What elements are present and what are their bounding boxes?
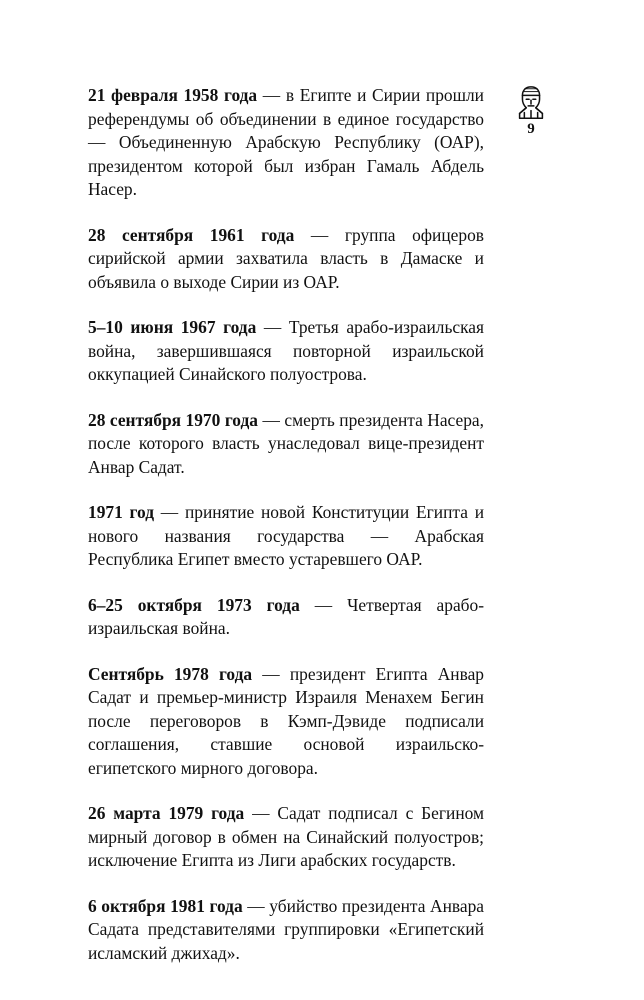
chronology-entry xyxy=(88,501,484,572)
entry-date: Сентябрь 1978 года xyxy=(88,663,253,684)
chronology-entry xyxy=(88,316,484,387)
entry-text: — смерть президента Насера, после которого власть унаследовал вице-президент Анвар Садат. xyxy=(88,409,484,477)
entry-date: 5–10 июня 1967 года xyxy=(88,317,257,337)
entry-text: — Третья арабо-израильская война, завершившаяся повторной израильской оккупацией Синайского полуострова. xyxy=(88,317,484,384)
entry-text: — в Египте и Сирии прошли референдумы об объединении в единое государство — Объединенную Арабскую Республику (ОАР), президентом которой был избран Гамаль Абдель Насер. xyxy=(88,85,484,199)
entry-text: — президент Египта Анвар Садат и премьер-министр Израиля Менахем Бегин после переговоров в Кэмп-Дэвиде подписали соглашения, ставшие основой израильско-египетского мирного договора. xyxy=(88,663,484,778)
entry-text: — группа офицеров сирийской армии захватила власть в Дамаске и объявила о выходе Сирии из ОАР. xyxy=(88,224,484,292)
chronology-text xyxy=(88,84,484,987)
chronology-entry xyxy=(88,895,484,966)
entry-date: 1971 год xyxy=(88,502,155,522)
entry-text: — Четвертая арабо-израильская война. xyxy=(88,594,484,638)
entry-date: 28 сентября 1970 года xyxy=(88,409,258,430)
entry-date: 21 февраля 1958 года xyxy=(88,85,258,105)
sphinx-icon xyxy=(512,84,550,122)
entry-text: — принятие новой Конституции Египта и нового названия государства — Арабская Республика Египет вместо устаревшего ОАР. xyxy=(88,502,484,569)
chronology-entry xyxy=(88,663,484,781)
chronology-entry xyxy=(88,802,484,873)
entry-date: 6–25 октября 1973 года xyxy=(88,594,300,615)
entry-text: — убийство президента Анвара Садата представителями группировки «Египетский исламский джихад». xyxy=(88,895,484,963)
entry-date: 6 октября 1981 года xyxy=(88,895,243,916)
chronology-entry xyxy=(88,224,484,295)
chronology-entry xyxy=(88,84,484,202)
page-number: 9 xyxy=(527,121,535,137)
running-head xyxy=(512,84,550,138)
entry-date: 28 сентября 1961 года xyxy=(88,224,295,245)
chronology-entry xyxy=(88,409,484,480)
entry-text: — Садат подписал с Бегином мирный договор в обмен на Синайский полуостров; исключение Египта из Лиги арабских государств. xyxy=(88,803,484,870)
chronology-entry xyxy=(88,594,484,641)
entry-date: 26 марта 1979 года xyxy=(88,803,245,823)
